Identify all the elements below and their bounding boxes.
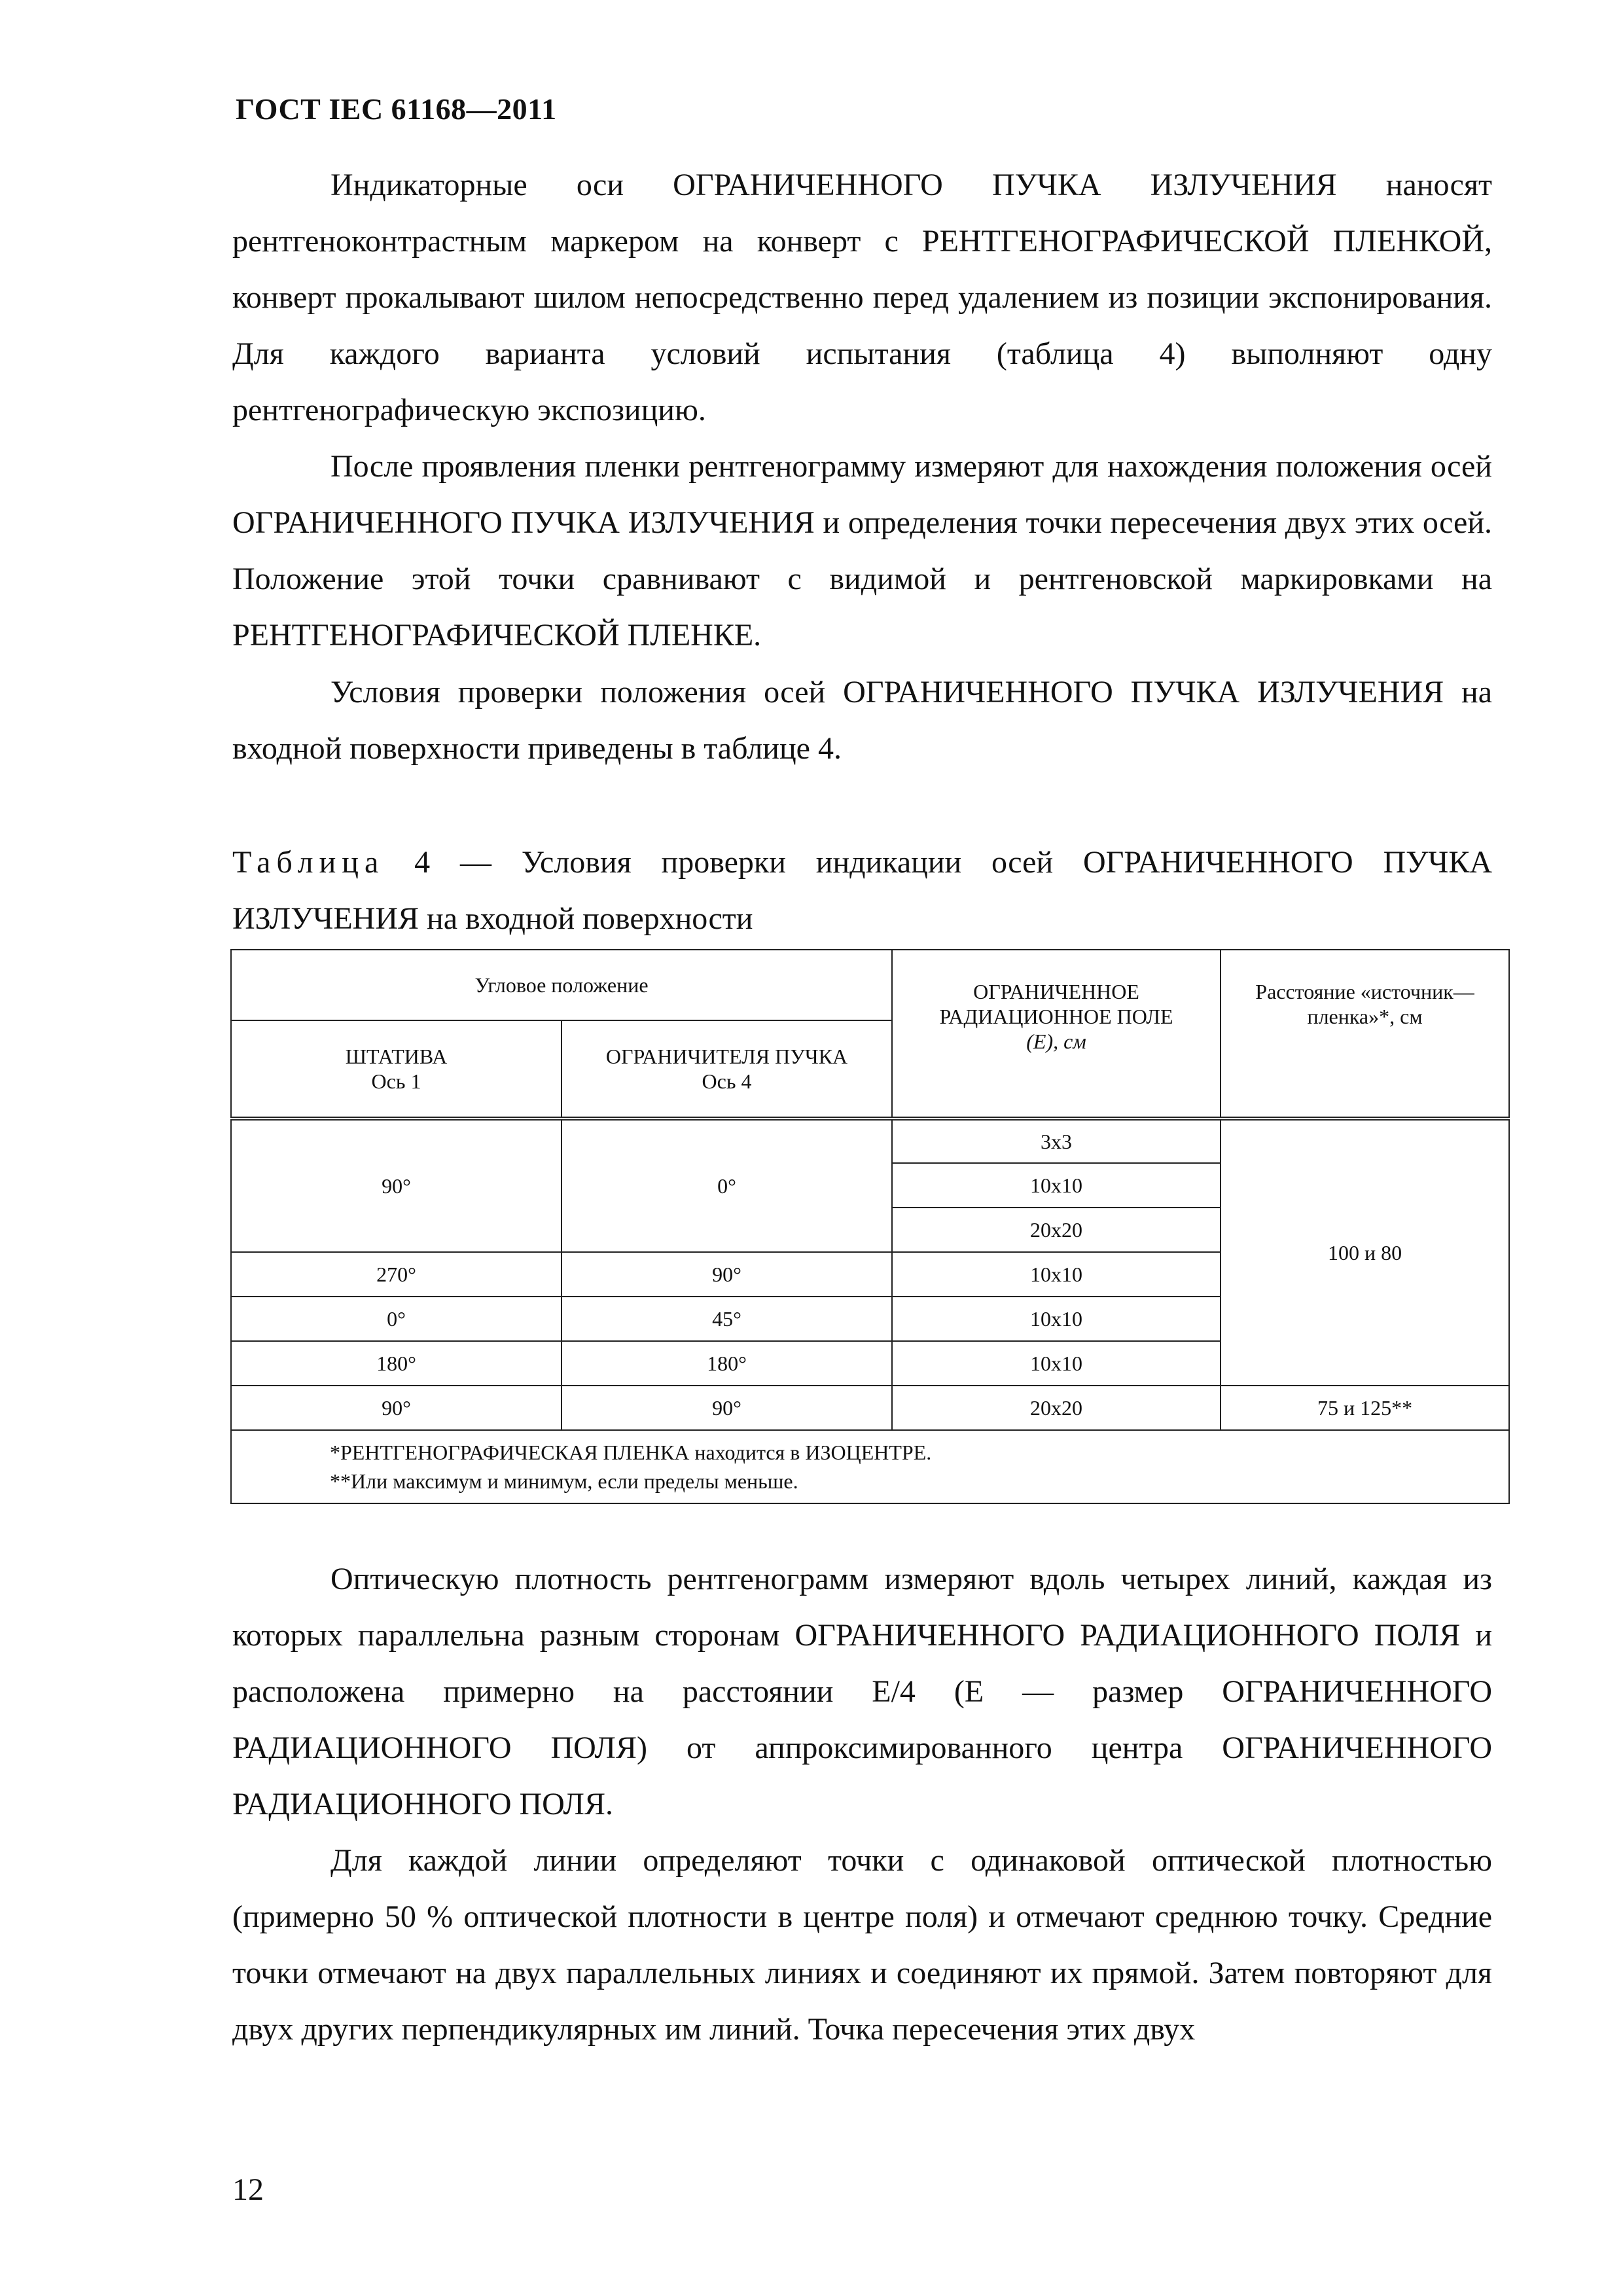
cell-field: 20x20 bbox=[892, 1208, 1221, 1252]
header-beam-limiter: ОГРАНИЧИТЕЛЯ ПУЧКА Ось 4 bbox=[562, 1020, 892, 1119]
header-distance: Расстояние «источник— пленка»*, см bbox=[1221, 950, 1509, 1119]
table-caption-label: Таблица bbox=[232, 845, 385, 880]
cell-field: 3x3 bbox=[892, 1119, 1221, 1163]
paragraph-text: Индикаторные оси ОГРАНИЧЕННОГО ПУЧКА ИЗЛУЧЕНИЯ наносят рентгеноконтрастным маркером на конверт с РЕНТГЕНОГРАФИЧЕСКОЙ ПЛЕНКОЙ, конверт прокалывают шилом непосредственно перед удалением из позиции экспонирования. Для каждого варианта условий испытания (таблица 4) выполняют одну рентгенографическую экспозицию. bbox=[232, 168, 1492, 427]
cell-limiter: 90° bbox=[562, 1252, 892, 1297]
cell-stand: 0° bbox=[231, 1297, 562, 1341]
conditions-table bbox=[230, 949, 1510, 1504]
table-caption-text: — Условия проверки индикации осей ОГРАНИЧЕННОГО ПУЧКА ИЗЛУЧЕНИЯ на входной поверхности bbox=[232, 845, 1493, 936]
table-row bbox=[231, 1386, 1509, 1430]
cell-limiter: 180° bbox=[562, 1341, 892, 1386]
paragraph-text: После проявления пленки рентгенограмму измеряют для нахождения положения осей ОГРАНИЧЕННОГО ПУЧКА ИЗЛУЧЕНИЯ и определения точки пересечения двух этих осей. Положение этой точки сравнивают с видимой и рентгеновской маркировками на РЕНТГЕНОГРАФИЧЕСКОЙ ПЛЕНКЕ. bbox=[232, 449, 1492, 653]
cell-field: 10x10 bbox=[892, 1163, 1221, 1208]
paragraph-3 bbox=[232, 664, 1492, 777]
paragraph-text: Оптическую плотность рентгенограмм измеряют вдоль четырех линий, каждая из которых параллельна разным сторонам ОГРАНИЧЕННОГО РАДИАЦИОННОГО ПОЛЯ и расположена примерно на расстоянии E/4 (E — размер ОГРАНИЧЕННОГО РАДИАЦИОННОГО ПОЛЯ) от аппроксимированного центра ОГРАНИЧЕННОГО РАДИАЦИОННОГО ПОЛЯ. bbox=[232, 1562, 1492, 1821]
page-number: 12 bbox=[232, 2172, 264, 2207]
table-row bbox=[231, 1119, 1509, 1163]
cell-field: 10x10 bbox=[892, 1252, 1221, 1297]
header-angle-position: Угловое положение bbox=[231, 950, 892, 1020]
paragraph-4 bbox=[232, 1551, 1492, 1833]
cell-distance: 100 и 80 bbox=[1221, 1119, 1509, 1386]
table-footnotes bbox=[231, 1430, 1509, 1503]
footnote-2: **Или максимум и минимум, если пределы меньше. bbox=[330, 1469, 798, 1493]
cell-stand: 270° bbox=[231, 1252, 562, 1297]
paragraph-2 bbox=[232, 439, 1492, 664]
cell-limiter: 45° bbox=[562, 1297, 892, 1341]
header-stand: ШТАТИВА Ось 1 bbox=[231, 1020, 562, 1119]
cell-field: 10x10 bbox=[892, 1341, 1221, 1386]
table-caption bbox=[232, 834, 1492, 947]
cell-stand: 90° bbox=[231, 1119, 562, 1252]
document-header: ГОСТ IEC 61168—2011 bbox=[236, 92, 557, 126]
cell-limiter: 0° bbox=[562, 1119, 892, 1252]
paragraph-text: Условия проверки положения осей ОГРАНИЧЕННОГО ПУЧКА ИЗЛУЧЕНИЯ на входной поверхности приведены в таблице 4. bbox=[232, 675, 1492, 766]
paragraph-text: Для каждой линии определяют точки с одинаковой оптической плотностью (примерно 50 % оптической плотности в центре поля) и отмечают среднюю точку. Средние точки отмечают на двух параллельных линиях и соединяют их прямой. Затем повторяют для двух других перпендикулярных им линий. Точка пересечения этих двух bbox=[232, 1843, 1492, 2047]
paragraph-5 bbox=[232, 1833, 1492, 2058]
table-caption-number: 4 bbox=[414, 845, 431, 880]
cell-field: 10x10 bbox=[892, 1297, 1221, 1341]
header-limited-field: ОГРАНИЧЕННОЕ РАДИАЦИОННОЕ ПОЛЕ (E), см bbox=[892, 950, 1221, 1119]
cell-limiter: 90° bbox=[562, 1386, 892, 1430]
cell-stand: 180° bbox=[231, 1341, 562, 1386]
cell-field: 20x20 bbox=[892, 1386, 1221, 1430]
footnote-1: *РЕНТГЕНОГРАФИЧЕСКАЯ ПЛЕНКА находится в ИЗОЦЕНТРЕ. bbox=[330, 1441, 932, 1464]
paragraph-1 bbox=[232, 157, 1492, 439]
cell-distance: 75 и 125** bbox=[1221, 1386, 1509, 1430]
cell-stand: 90° bbox=[231, 1386, 562, 1430]
